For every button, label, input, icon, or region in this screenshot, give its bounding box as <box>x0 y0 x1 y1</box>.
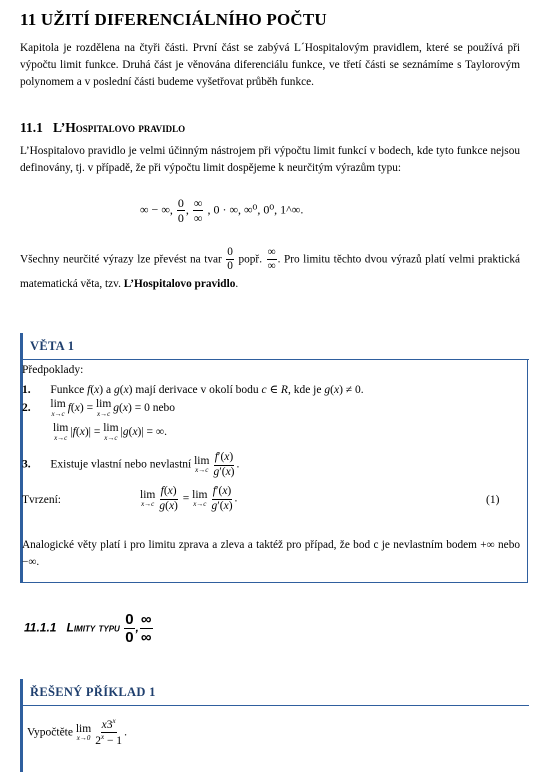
para2-tail: . <box>235 277 239 290</box>
claim-label: Tvrzení: <box>22 494 61 506</box>
item-3-number: 3. <box>22 458 31 471</box>
item-1-text-d: , kde je <box>287 384 322 396</box>
indeterminates-suffix: , 0 · ∞, ∞⁰, 0⁰, 1^∞. <box>207 202 304 217</box>
example-header <box>20 679 529 706</box>
item-1-text-c: mají derivace v okolí bodu <box>135 384 259 396</box>
chapter-title: 11 UŽITÍ DIFERENCIÁLNÍHO POČTU <box>20 10 327 29</box>
para2-mid: popř. <box>238 253 263 266</box>
subsection-number: 11.1.1 <box>24 620 57 635</box>
item-1-number: 1. <box>22 384 31 396</box>
equation-number: (1) <box>486 494 500 506</box>
item-1-text-a: Funkce <box>50 384 85 396</box>
example-heading: ŘEŠENÝ PŘÍKLAD 1 <box>30 685 156 699</box>
zero-over-zero-inline: $\frac{0}{0}$ <box>227 246 233 273</box>
item-1-text-b: a <box>105 384 112 396</box>
indeterminate-forms: ∞ − ∞, $\frac{0}{0}$ , $\frac{\infty}{\infty}$ , 0 · ∞, ∞⁰, 0⁰, 1^∞. <box>140 196 304 225</box>
section-heading <box>20 120 185 136</box>
premise-3: 3. Existuje vlastní nebo nevlastní lim x→c $\frac{f'(x)}{g'(x)}$ . <box>22 451 240 478</box>
zero-over-zero-heading: $\frac{0}{0}$ <box>125 611 134 646</box>
zero-over-zero: $\frac{0}{0}$ <box>177 196 184 225</box>
section-number: 11.1 <box>20 120 43 135</box>
example-prompt: Vypočtěte lim x→0 $\frac{x3^x}{2^x - 1}$ . <box>27 717 127 748</box>
item-3-text: Existuje vlastní nebo nevlastní <box>50 458 192 471</box>
premises-label: Předpoklady: <box>22 364 84 376</box>
theorem-remark: Analogické věty platí i pro limitu zprava a zleva a taktéž pro případ, že bod c je nevlastním bodem +∞ nebo −∞. <box>22 539 520 568</box>
inf-over-inf-heading: $\frac{\infty}{\infty}$ <box>140 611 152 646</box>
premise-2: 2. lim x→c f(x) = lim x→c g(x) = 0 nebo <box>22 398 176 418</box>
example-box-border <box>20 705 23 772</box>
item-2-number: 2. <box>22 401 31 414</box>
theorem-header <box>20 333 529 360</box>
para2-start: Všechny neurčité výrazy lze převést na tvar <box>20 253 222 266</box>
indeterminates-prefix: ∞ − ∞, <box>140 202 176 217</box>
subsection-heading: 11.1.1 Limity typu $\frac{0}{0}$ , $\frac{\infty}{\infty}$ <box>24 611 152 646</box>
item-2-nebo: nebo <box>152 401 176 414</box>
example-prompt-text: Vypočtěte <box>27 726 73 739</box>
section-paragraph-2 <box>20 247 520 295</box>
chapter-intro: Kapitola je rozdělena na čtyři části. První část se zabývá L´Hospitalovým pravidlem, které se používá při výpočtu limit funkce. Druhá část je věnována diferenciálu funkce, ve třetí části se seznámíme s Taylorovým polynomem a v poslední části budeme vyšetřovat průběh funkce. <box>20 42 520 88</box>
section-paragraph-1: L’Hospitalovo pravidlo je velmi účinným nástrojem při výpočtu limit funkcí v bodech, kde tyto funkce nejsou definovány, tj. v případě, že při výpočtu limit dospějeme k neurčitým výrazům typu: <box>20 145 520 174</box>
section-title: L’Hospitalovo pravidlo <box>53 120 186 135</box>
claim-formula: lim x→c $\frac{f(x)}{g(x)}$ = lim x→c $\frac{f'(x)}{g'(x)}$ . <box>140 485 238 512</box>
inf-over-inf: $\frac{\infty}{\infty}$ <box>193 196 203 225</box>
theorem-heading: VĚTA 1 <box>30 339 75 353</box>
premise-2-alt: lim x→c |f(x)| = lim x→c |g(x)| = ∞. <box>53 422 167 442</box>
subsection-title: Limity typu <box>66 620 120 635</box>
lhospital-bold: L’Hospitalovo pravidlo <box>123 277 236 290</box>
premise-1: 1. Funkce f(x) a g(x) mají derivace v okolí bodu c ∈ R, kde je g(x) ≠ 0. <box>22 384 364 396</box>
inf-over-inf-inline: $\frac{\infty}{\infty}$ <box>267 246 276 273</box>
para2-end: . Pro limitu těchto dvou výrazů platí velmi praktická matematická věta, tzv. <box>20 253 521 290</box>
